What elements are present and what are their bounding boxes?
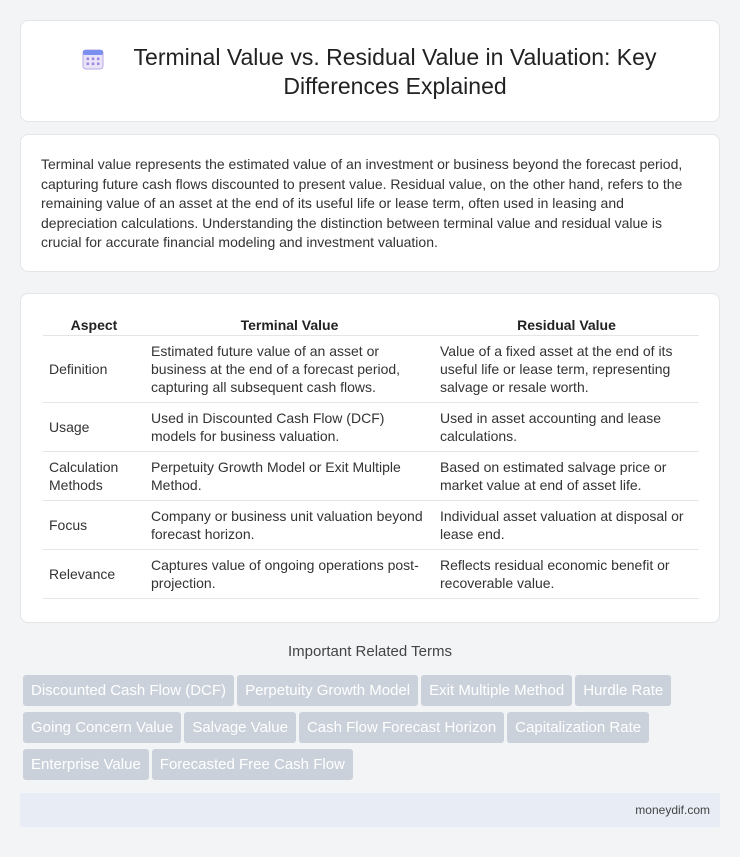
table-row bbox=[43, 336, 699, 403]
row-terminal-value: Used in Discounted Cash Flow (DCF) models for business valuation. bbox=[145, 403, 434, 452]
row-residual-value: Individual asset valuation at disposal or lease end. bbox=[434, 501, 699, 550]
row-residual-value: Value of a fixed asset at the end of its useful life or lease term, representing salvage or resale worth. bbox=[434, 336, 699, 403]
title-card bbox=[20, 20, 720, 122]
table-row bbox=[43, 452, 699, 501]
footer-site-name: moneydif.com bbox=[635, 803, 710, 817]
row-residual-value: Based on estimated salvage price or market value at end of asset life. bbox=[434, 452, 699, 501]
related-term-tag[interactable]: Forecasted Free Cash Flow bbox=[152, 749, 353, 780]
comparison-card bbox=[20, 293, 720, 623]
related-terms-heading: Important Related Terms bbox=[288, 643, 452, 660]
related-term-tag[interactable]: Discounted Cash Flow (DCF) bbox=[23, 675, 234, 706]
row-terminal-value: Captures value of ongoing operations post-projection. bbox=[145, 550, 434, 599]
header-aspect: Aspect bbox=[43, 312, 145, 336]
header-residual-value: Residual Value bbox=[434, 312, 699, 336]
comparison-table bbox=[43, 312, 699, 599]
row-residual-value: Used in asset accounting and lease calculations. bbox=[434, 403, 699, 452]
row-aspect: Usage bbox=[43, 403, 145, 452]
footer bbox=[20, 793, 720, 827]
row-terminal-value: Company or business unit valuation beyond forecast horizon. bbox=[145, 501, 434, 550]
intro-paragraph: Terminal value represents the estimated value of an investment or business beyond the forecast period, capturing future cash flows discounted to present value. Residual value, on the other hand, refers to the remaining value of an asset at the end of its useful life or lease term, often used in leasing and depreciation calculations. Understanding the distinction between terminal value and residual value is crucial for accurate financial modeling and investment valuation. bbox=[41, 156, 683, 251]
row-residual-value: Reflects residual economic benefit or recoverable value. bbox=[434, 550, 699, 599]
row-terminal-value: Perpetuity Growth Model or Exit Multiple Method. bbox=[145, 452, 434, 501]
row-aspect: Focus bbox=[43, 501, 145, 550]
table-header-row bbox=[43, 312, 699, 336]
table-row bbox=[43, 501, 699, 550]
row-aspect: Definition bbox=[43, 336, 145, 403]
row-aspect: Calculation Methods bbox=[43, 452, 145, 501]
related-term-tag[interactable]: Capitalization Rate bbox=[507, 712, 649, 743]
related-term-tag[interactable]: Enterprise Value bbox=[23, 749, 149, 780]
intro-card bbox=[20, 134, 720, 272]
related-terms-list bbox=[23, 675, 723, 786]
header-terminal-value: Terminal Value bbox=[145, 312, 434, 336]
related-term-tag[interactable]: Cash Flow Forecast Horizon bbox=[299, 712, 504, 743]
related-term-tag[interactable]: Salvage Value bbox=[184, 712, 296, 743]
row-aspect: Relevance bbox=[43, 550, 145, 599]
row-terminal-value: Estimated future value of an asset or business at the end of a forecast period, capturing all subsequent cash flows. bbox=[145, 336, 434, 403]
page-title: Terminal Value vs. Residual Value in Valuation: Key Differences Explained bbox=[133, 44, 657, 99]
table-row bbox=[43, 550, 699, 599]
related-term-tag[interactable]: Perpetuity Growth Model bbox=[237, 675, 418, 706]
related-term-tag[interactable]: Going Concern Value bbox=[23, 712, 181, 743]
related-term-tag[interactable]: Hurdle Rate bbox=[575, 675, 671, 706]
related-term-tag[interactable]: Exit Multiple Method bbox=[421, 675, 572, 706]
table-row bbox=[43, 403, 699, 452]
